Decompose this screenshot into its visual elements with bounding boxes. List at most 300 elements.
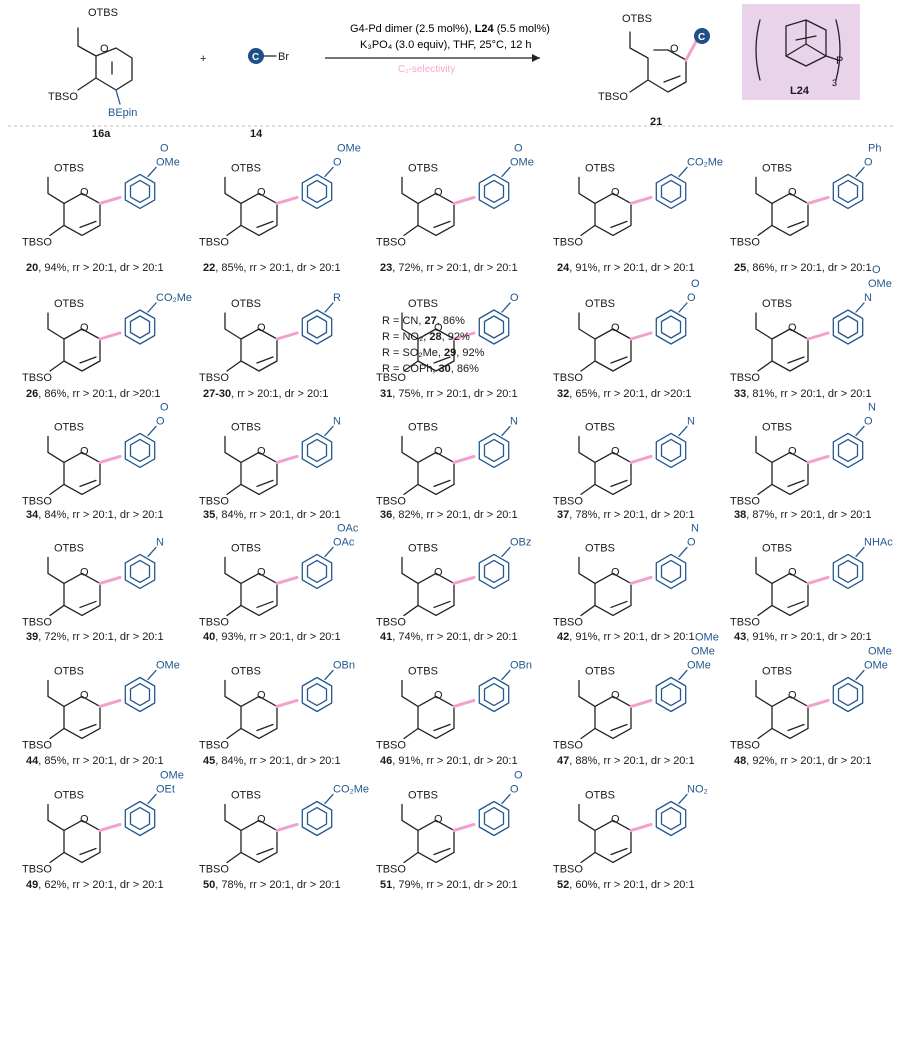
aryl-ring [125, 310, 154, 344]
compound-number: 27-30 [203, 388, 232, 400]
pyran-core [756, 313, 808, 371]
pyran-core [48, 177, 100, 235]
pyran-core [225, 557, 277, 615]
core-c-label: C [698, 32, 706, 43]
compound-number: 26 [26, 388, 39, 400]
ring-oxygen-label: O [611, 566, 620, 579]
new-cc-bond [808, 333, 828, 339]
entry-caption [380, 631, 518, 643]
tbso-label: TBSO [553, 236, 583, 249]
yield-selectivity: , 91%, rr > 20:1, dr > 20:1 [746, 631, 872, 643]
pyran-core [579, 313, 631, 371]
new-cc-bond [277, 824, 297, 830]
pyran-core [225, 436, 277, 494]
new-cc-bond [277, 577, 297, 583]
ligand-subscript: 3 [832, 78, 838, 88]
pyran-core [579, 804, 631, 862]
pyran-core [48, 313, 100, 371]
otbs-label: OTBS [762, 665, 792, 678]
pyran-core [756, 436, 808, 494]
entry-24 [553, 156, 723, 274]
substituent-label: O [687, 536, 696, 549]
entry-25 [730, 142, 881, 274]
otbs-label: OTBS [585, 421, 615, 434]
new-cc-bond [100, 700, 120, 706]
entry-23 [376, 142, 534, 274]
substituent-label: N [687, 415, 695, 428]
otbs-label: OTBS [585, 665, 615, 678]
tbso-label: TBSO [376, 372, 406, 384]
new-cc-bond [631, 577, 651, 583]
entry-52 [553, 783, 708, 891]
tbso-label: TBSO [199, 372, 229, 384]
tbso-label: TBSO [553, 863, 583, 876]
new-cc-bond [277, 700, 297, 706]
ring-oxygen-label: O [80, 322, 89, 334]
compound-number: 45 [203, 755, 216, 767]
tbso-label: TBSO [376, 495, 406, 508]
ring-oxygen-label: O [80, 445, 89, 458]
otbs-label: OTBS [231, 665, 261, 678]
ring-oxygen-label: O [611, 813, 620, 826]
entry-22 [199, 142, 361, 274]
otbs-label: OTBS [54, 298, 84, 310]
compound-number: 48 [734, 755, 747, 767]
substituent-label: NHAc [864, 536, 893, 549]
tbso-label: TBSO [22, 495, 52, 508]
ring-oxygen-label: O [257, 186, 266, 199]
otbs-label: OTBS [54, 542, 84, 555]
tbso-label: TBSO [22, 739, 52, 752]
new-cc-bond [631, 333, 651, 339]
yield-selectivity: , 62%, rr > 20:1, dr > 20:1 [38, 879, 164, 891]
pyran-core [225, 177, 277, 235]
yield-selectivity: , 72%, rr > 20:1, dr > 20:1 [38, 631, 164, 643]
compound-number: 35 [203, 509, 216, 521]
yield-selectivity: , 84%, rr > 20:1, dr > 20:1 [215, 755, 341, 767]
otbs-label: OTBS [54, 162, 84, 175]
substituent-label: OAc [333, 536, 355, 549]
ring-oxygen-label: O [434, 689, 443, 702]
aryl-ring [479, 433, 508, 467]
substituent-label: O [514, 142, 523, 155]
pyran-core [579, 557, 631, 615]
yield-selectivity: , rr > 20:1, dr > 20:1 [231, 388, 329, 400]
new-cc-bond [100, 197, 120, 203]
compound-number: 24 [557, 262, 570, 274]
new-cc-bond [454, 456, 474, 462]
aryl-ring [479, 802, 508, 836]
tbso-label: TBSO [199, 863, 229, 876]
substituent-label: Ph [868, 142, 882, 155]
compound-number-16a: 16a [92, 128, 111, 140]
otbs-label: OTBS [231, 789, 261, 802]
yield-selectivity: , 82%, rr > 20:1, dr > 20:1 [392, 509, 518, 521]
tbso-label: TBSO [22, 372, 52, 384]
tbso-label: TBSO [730, 372, 760, 384]
pyran-core [402, 680, 454, 738]
yield-selectivity: , 81%, rr > 20:1, dr > 20:1 [746, 388, 872, 400]
entry-caption [734, 509, 872, 521]
tbso-label: TBSO [376, 236, 406, 249]
entry-47 [553, 631, 719, 767]
pyran-core [579, 436, 631, 494]
entry-45 [199, 659, 355, 767]
otbs-label: OTBS [622, 13, 652, 25]
entry-caption [557, 388, 692, 400]
pyran-core [225, 680, 277, 738]
compound-number: 38 [734, 509, 747, 521]
pyran-core [402, 804, 454, 862]
otbs-label: OTBS [231, 421, 261, 434]
aryl-ring [656, 802, 685, 836]
yield-selectivity: , 60%, rr > 20:1, dr > 20:1 [569, 879, 695, 891]
r-group-row: R = SO₂Me, 29, 92% [382, 347, 485, 359]
aryl-ring [833, 678, 862, 712]
aryl-ring [479, 678, 508, 712]
substituent-label: O [333, 156, 342, 169]
tbso-label: TBSO [199, 495, 229, 508]
otbs-label: OTBS [762, 421, 792, 434]
aryl-ring [302, 433, 331, 467]
aryl-ring [656, 433, 685, 467]
substituent-label: OMe [510, 156, 534, 169]
ring-oxygen-label: O [611, 186, 620, 199]
aryl-ring [302, 802, 331, 836]
selectivity-label: C₁-selectivity [398, 64, 456, 75]
entry-caption [26, 509, 164, 521]
compound-number: 37 [557, 509, 570, 521]
new-cc-bond [100, 456, 120, 462]
otbs-label: OTBS [408, 162, 438, 175]
yield-selectivity: , 79%, rr > 20:1, dr > 20:1 [392, 879, 518, 891]
entry-36 [376, 415, 518, 521]
new-cc-bond [631, 824, 651, 830]
pyran-core [48, 804, 100, 862]
compound-number: 46 [380, 755, 393, 767]
substituent-label: OMe [868, 278, 892, 290]
substituent-label: O [510, 783, 519, 796]
otbs-label: OTBS [408, 542, 438, 555]
entry-39 [22, 536, 164, 643]
aryl-ring [479, 310, 508, 344]
tbso-label: TBSO [730, 236, 760, 249]
substituent-label: OMe [687, 659, 711, 672]
substituent-label: O [691, 278, 700, 290]
entry-caption [26, 262, 164, 274]
substituent-label: N [691, 522, 699, 535]
new-cc-bond [454, 824, 474, 830]
aryl-ring [656, 678, 685, 712]
yield-selectivity: , 94%, rr > 20:1, dr > 20:1 [38, 262, 164, 274]
entry-20 [22, 142, 180, 274]
substituent-label: CO₂Me [687, 156, 724, 169]
entry-caption [557, 879, 695, 891]
substituent-label: CO₂Me [333, 783, 370, 796]
compound-number: 40 [203, 631, 216, 643]
new-cc-bond [631, 197, 651, 203]
tbso-label: TBSO [22, 863, 52, 876]
entry-44 [22, 659, 180, 767]
tbso-label: TBSO [199, 739, 229, 752]
compound-number: 52 [557, 879, 570, 891]
aryl-ring [656, 310, 685, 344]
substituent-label: N [156, 536, 164, 549]
yield-selectivity: , 78%, rr > 20:1, dr > 20:1 [215, 879, 341, 891]
compound-number: 44 [26, 755, 39, 767]
otbs-label: OTBS [408, 421, 438, 434]
compound-number-14: 14 [250, 128, 263, 140]
entry-31 [376, 292, 519, 400]
pyran-core [402, 177, 454, 235]
aryl-ring [302, 554, 331, 588]
substituent-label: CO₂Me [156, 292, 193, 304]
yield-selectivity: , 87%, rr > 20:1, dr > 20:1 [746, 509, 872, 521]
aryl-ring [125, 802, 154, 836]
yield-selectivity: , 84%, rr > 20:1, dr > 20:1 [38, 509, 164, 521]
substituent-label: O [514, 769, 523, 782]
entry-33 [730, 264, 892, 400]
yield-selectivity: , 85%, rr > 20:1, dr > 20:1 [38, 755, 164, 767]
substituent-label: OMe [337, 142, 361, 155]
yield-selectivity: , 91%, rr > 20:1, dr > 20:1 [569, 631, 695, 643]
yield-selectivity: , 92%, rr > 20:1, dr > 20:1 [746, 755, 872, 767]
ring-oxygen-label: O [611, 445, 620, 458]
compound-number: 20 [26, 262, 39, 274]
entry-51 [376, 769, 523, 891]
ring-oxygen-label: O [80, 186, 89, 199]
yield-selectivity: , 93%, rr > 20:1, dr > 20:1 [215, 631, 341, 643]
yield-selectivity: , 86%, rr > 20:1, dr > 20:1 [746, 262, 872, 274]
r-group-row: R = COPh, 30, 86% [382, 363, 479, 375]
tbso-label: TBSO [553, 739, 583, 752]
substituent-label: OBn [510, 659, 533, 672]
aryl-ring [833, 174, 862, 208]
reaction-conditions [325, 23, 550, 75]
pyran-core [756, 557, 808, 615]
tbso-label: TBSO [553, 616, 583, 629]
otbs-label: OTBS [762, 298, 792, 310]
yield-selectivity: , 86%, rr > 20:1, dr >20:1 [38, 388, 161, 400]
otbs-label: OTBS [231, 542, 261, 555]
ring-oxygen-label: O [670, 43, 679, 55]
entry-caption [380, 262, 518, 274]
entry-41 [376, 536, 531, 643]
yield-selectivity: , 75%, rr > 20:1, dr > 20:1 [392, 388, 518, 400]
otbs-label: OTBS [408, 789, 438, 802]
substituent-label: N [868, 401, 876, 414]
ring-oxygen-label: O [434, 186, 443, 199]
tbso-label: TBSO [22, 616, 52, 629]
otbs-label: OTBS [408, 298, 438, 310]
ring-oxygen-label: O [257, 445, 266, 458]
otbs-label: OTBS [585, 542, 615, 555]
substituent-label: OMe [160, 769, 184, 782]
r-group-row: R = CN, 27, 86% [382, 315, 465, 327]
entry-caption [380, 388, 518, 400]
substituent-label: N [864, 292, 872, 304]
tbso-label: TBSO [376, 616, 406, 629]
pyran-core [48, 557, 100, 615]
ring-oxygen-label: O [257, 813, 266, 826]
compound-number: 49 [26, 879, 39, 891]
core-c-label: C [252, 52, 260, 63]
pyran-core [402, 436, 454, 494]
yield-selectivity: , 84%, rr > 20:1, dr > 20:1 [215, 509, 341, 521]
new-cc-bond [454, 700, 474, 706]
compound-number: 23 [380, 262, 393, 274]
tbso-label: TBSO [199, 616, 229, 629]
entry-caption [557, 262, 695, 274]
ring-oxygen-label: O [80, 689, 89, 702]
entry-caption [203, 879, 341, 891]
yield-selectivity: , 65%, rr > 20:1, dr >20:1 [569, 388, 692, 400]
pyran-core [402, 557, 454, 615]
new-cc-bond [100, 333, 120, 339]
tbso-label: TBSO [376, 863, 406, 876]
entry-37 [553, 415, 695, 521]
aryl-ring [125, 174, 154, 208]
entry-43 [730, 536, 893, 643]
new-cc-bond [808, 577, 828, 583]
substituent-label: O [160, 142, 169, 155]
new-cc-bond [808, 700, 828, 706]
compound-number: 42 [557, 631, 570, 643]
aryl-ring [479, 554, 508, 588]
ring-oxygen-label: O [788, 689, 797, 702]
ring-oxygen-label: O [257, 566, 266, 579]
yield-selectivity: , 85%, rr > 20:1, dr > 20:1 [215, 262, 341, 274]
entry-caption [557, 631, 695, 643]
substituent-label: N [333, 415, 341, 428]
compound-number: 51 [380, 879, 393, 891]
aryl-ring [656, 174, 685, 208]
ring-oxygen-label: O [788, 186, 797, 199]
otbs-label: OTBS [231, 298, 261, 310]
substituent-label: O [864, 156, 873, 169]
compound-number: 41 [380, 631, 393, 643]
otbs-label: OTBS [408, 665, 438, 678]
new-cc-bond [631, 700, 651, 706]
aryl-ring [833, 433, 862, 467]
compound-number: 50 [203, 879, 216, 891]
entry-caption [26, 755, 164, 767]
conditions-ligand: L24 [474, 23, 494, 35]
entry-49 [22, 769, 184, 891]
new-cc-bond [277, 333, 297, 339]
yield-selectivity: , 88%, rr > 20:1, dr > 20:1 [569, 755, 695, 767]
compound-number: 36 [380, 509, 393, 521]
conditions-catalyst: G4-Pd dimer (2.5 mol%), [350, 23, 475, 35]
entry-caption [557, 509, 695, 521]
plus-sign: + [200, 53, 207, 65]
ring-oxygen-label: O [611, 689, 620, 702]
aryl-ring [125, 678, 154, 712]
substituent-label: NO₂ [687, 783, 708, 796]
compound-number: 33 [734, 388, 747, 400]
tbso-label: TBSO [598, 91, 628, 103]
conditions-base-solvent: K₃PO₄ (3.0 equiv), THF, 25°C, 12 h [360, 39, 532, 51]
conditions-ligand-loading: (5.5 mol%) [493, 23, 550, 35]
tbso-label: TBSO [730, 739, 760, 752]
substituent-label: R [333, 292, 341, 304]
entry-caption [734, 755, 872, 767]
new-cc-bond [808, 456, 828, 462]
header-scheme [48, 4, 860, 140]
aryl-ring [302, 310, 331, 344]
entry-caption [203, 755, 341, 767]
entry-caption [380, 755, 518, 767]
compound-number: 25 [734, 262, 747, 274]
aryl-ring [302, 678, 331, 712]
compound-number: 43 [734, 631, 747, 643]
entry-42 [553, 522, 699, 643]
aryl-ring [833, 554, 862, 588]
pyran-core [756, 680, 808, 738]
ring-oxygen-label: O [434, 813, 443, 826]
entry-32 [553, 278, 700, 400]
new-cc-bond [454, 577, 474, 583]
otbs-label: OTBS [54, 665, 84, 678]
substituent-label: O [864, 415, 873, 428]
phosphorus-label: P [836, 55, 844, 67]
ligand-l24-box [742, 4, 860, 100]
aryl-ring [302, 174, 331, 208]
substituent-label: O [156, 415, 165, 428]
aryl-ring [479, 174, 508, 208]
new-cc-bond [631, 456, 651, 462]
pyran-core [225, 313, 277, 371]
ring-oxygen-label: O [611, 322, 620, 334]
compound-number: 39 [26, 631, 39, 643]
compound-number-21: 21 [650, 116, 663, 128]
entry-caption [203, 262, 341, 274]
ring-oxygen-label: O [434, 445, 443, 458]
product-21 [598, 13, 710, 128]
aryl-ring [125, 433, 154, 467]
tbso-label: TBSO [730, 495, 760, 508]
ring-oxygen-label: O [80, 813, 89, 826]
entry-50 [199, 783, 369, 891]
pyran-core [579, 680, 631, 738]
substituent-label: O [510, 292, 519, 304]
ring-oxygen-label: O [100, 43, 109, 55]
substituent-label: OMe [156, 659, 180, 672]
bromine-label: Br [278, 51, 289, 63]
ring-oxygen-label: O [434, 566, 443, 579]
entry-caption [26, 879, 164, 891]
r-group-table [382, 315, 485, 375]
substituent-label: OBn [333, 659, 356, 672]
ring-oxygen-label: O [80, 566, 89, 579]
new-cc-bond [277, 456, 297, 462]
substituent-label: N [510, 415, 518, 428]
entry-caption [203, 509, 341, 521]
entry-40 [199, 522, 359, 643]
substituent-label: O [160, 401, 169, 414]
entry-caption [26, 631, 164, 643]
otbs-label: OTBS [585, 298, 615, 310]
entry-caption [734, 388, 872, 400]
entry-caption [203, 388, 328, 400]
yield-selectivity: , 78%, rr > 20:1, dr > 20:1 [569, 509, 695, 521]
yield-selectivity: , 91%, rr > 20:1, dr > 20:1 [569, 262, 695, 274]
entry-48 [730, 645, 892, 767]
entry-35 [199, 415, 341, 521]
new-cc-bond [100, 824, 120, 830]
pyran-core [48, 680, 100, 738]
compound-number: 32 [557, 388, 570, 400]
